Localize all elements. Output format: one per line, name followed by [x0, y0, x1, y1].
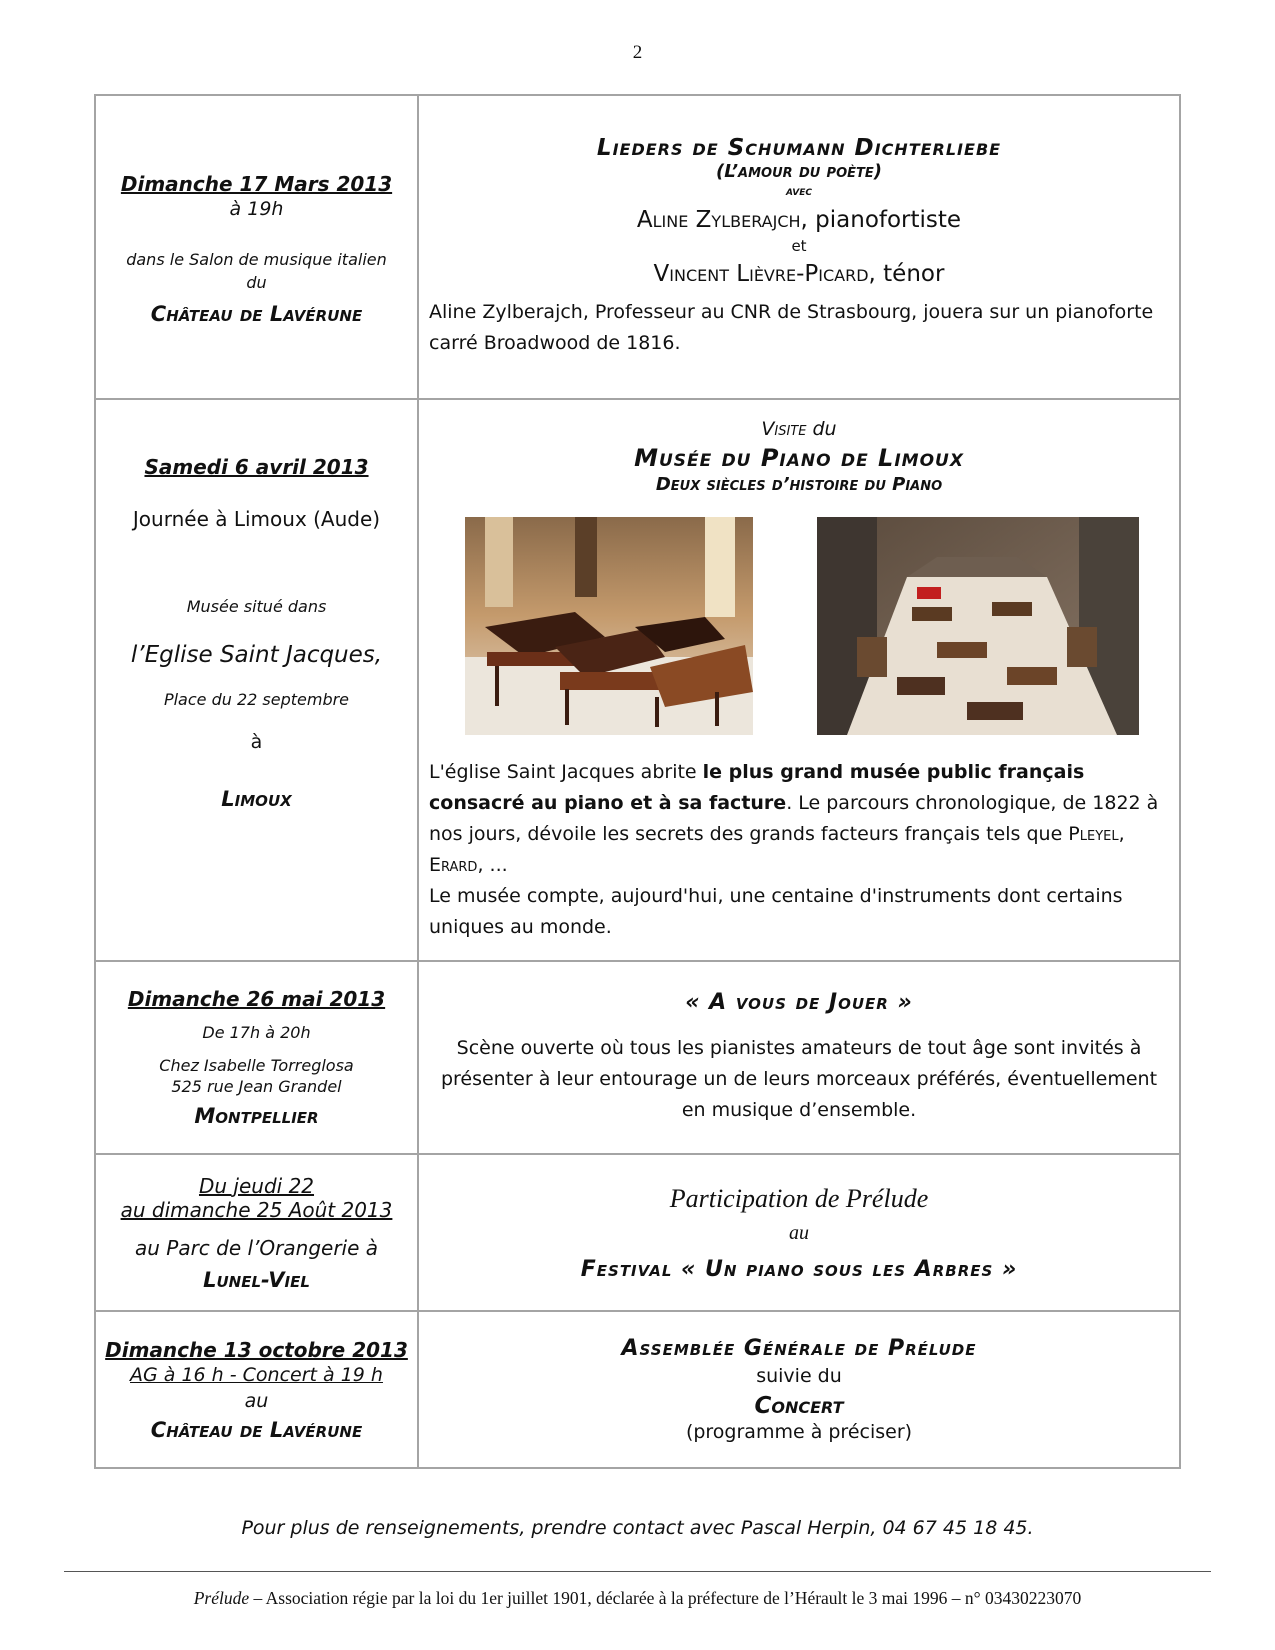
event-day-label: Journée à Limoux (Aude)	[132, 507, 381, 531]
contact-line: Pour plus de renseignements, prendre contact avec Pascal Herpin, 04 67 45 18 45.	[241, 1517, 1034, 1539]
museum-photo-nave	[817, 517, 1139, 735]
event-subtitle: (L’amour du poète)	[716, 161, 882, 182]
event-date-line1: Du jeudi 22	[198, 1173, 315, 1198]
event-details-cell	[418, 961, 1180, 1154]
visit-line	[419, 418, 1179, 440]
event-row-assemblee	[95, 1311, 1180, 1468]
footer-association: Prélude	[193, 1588, 250, 1608]
church-name: l’Eglise Saint Jacques,	[130, 642, 383, 668]
museum-intro: Musée situé dans	[186, 597, 327, 616]
event-date: Dimanche 17 Mars 2013	[120, 172, 393, 196]
au-label: au	[244, 1389, 269, 1412]
event-subtitle: Deux siècles d’histoire du Piano	[655, 474, 943, 495]
museum-photo-pianos	[465, 517, 753, 735]
event-city: Limoux	[221, 787, 292, 811]
event-place: Château de Lavérune	[150, 302, 363, 326]
footer-text: – Association régie par la loi du 1er juillet 1901, déclarée à la préfecture de l’Hérault le 3 mai 1996 – n° 03430223070	[249, 1588, 1082, 1608]
event-date: Samedi 6 avril 2013	[144, 455, 369, 479]
event-when-cell	[95, 961, 418, 1154]
footer-divider	[64, 1571, 1211, 1572]
desc-bold: le plus grand musée public français consacré au piano et à sa facture	[429, 761, 1085, 814]
event-details-cell	[418, 1311, 1180, 1468]
event-title: Musée du Piano de Limoux	[634, 444, 964, 472]
event-title: Assemblée Générale de Prélude	[621, 1336, 977, 1361]
et-label: et	[791, 237, 807, 255]
desc-line2: Le musée compte, aujourd'hui, une centaine d'instruments dont certains uniques au monde.	[429, 885, 1123, 938]
event-when-cell	[95, 95, 418, 399]
a-label: à	[250, 731, 263, 753]
participation-line: Participation de Prélude	[669, 1183, 929, 1213]
event-description: Aline Zylberajch, Professeur au CNR de Strasbourg, jouera sur un pianoforte carré Broadwood de 1816.	[429, 301, 1154, 354]
footer	[0, 1588, 1275, 1609]
maker-pleyel: Pleyel	[1068, 823, 1119, 845]
event-city: Montpellier	[194, 1104, 319, 1128]
event-date-line2: au dimanche 25 Août 2013	[120, 1197, 393, 1222]
event-details-cell	[418, 399, 1180, 961]
programme-label: (programme à préciser)	[685, 1421, 913, 1443]
performer-2-name: Vincent Lièvre-Picard	[653, 261, 869, 287]
event-row-festival	[95, 1154, 1180, 1311]
performer-1	[419, 207, 1179, 233]
performer-1-name: Aline Zylberajch	[636, 207, 801, 233]
event-when-cell	[95, 1311, 418, 1468]
event-row-schumann	[95, 95, 1180, 399]
desc-part1: L'église Saint Jacques abrite	[429, 761, 703, 783]
suivie-label: suivie du	[756, 1365, 842, 1387]
event-city: Lunel-Viel	[203, 1267, 310, 1292]
desc-comma: ,	[1118, 823, 1125, 845]
venue-intro-du: du	[246, 273, 267, 292]
festival-title: Festival « Un piano sous les Arbres »	[580, 1256, 1018, 1282]
visit-word: Visite	[761, 418, 807, 440]
page-number: 2	[632, 42, 643, 63]
event-when-cell	[95, 399, 418, 961]
maker-erard: Erard	[429, 854, 478, 876]
performer-2	[419, 261, 1179, 287]
concert-label: Concert	[754, 1393, 844, 1419]
event-times: AG à 16 h - Concert à 19 h	[130, 1363, 383, 1386]
avec-label: avec	[785, 184, 813, 199]
event-title: Lieders de Schumann Dichterliebe	[596, 135, 1002, 161]
event-details-cell	[418, 95, 1180, 399]
event-when-cell	[95, 1154, 418, 1311]
desc-part2: . Le parcours chronologique, de 1822 à nos jours, dévoile les secrets des grands facteurs français tels que	[429, 792, 1159, 845]
visit-du: du	[806, 418, 837, 440]
desc-ellipsis: , ...	[477, 854, 508, 876]
event-row-limoux	[95, 399, 1180, 961]
museum-photos	[419, 517, 1179, 735]
event-row-a-vous-de-jouer	[95, 961, 1180, 1154]
event-time: à 19h	[229, 198, 284, 220]
event-time: De 17h à 20h	[202, 1023, 311, 1042]
au-label: au	[789, 1221, 809, 1244]
event-description: Scène ouverte où tous les pianistes amateurs de tout âge sont invités à présenter à leur entourage un de leurs morceaux préférés, éventuellement en musique d’ensemble.	[440, 1036, 1158, 1121]
event-title: « A vous de Jouer »	[685, 989, 913, 1015]
event-address: 525 rue Jean Grandel	[171, 1077, 342, 1096]
performer-2-role: , ténor	[868, 261, 945, 287]
event-date: Dimanche 26 mai 2013	[127, 987, 386, 1011]
event-description	[419, 757, 1179, 943]
event-date: Dimanche 13 octobre 2013	[105, 1337, 408, 1362]
square-name: Place du 22 septembre	[163, 690, 350, 709]
program-table	[94, 94, 1181, 1469]
event-host: Chez Isabelle Torreglosa	[159, 1056, 354, 1075]
performer-1-role: , pianofortiste	[800, 207, 962, 233]
event-details-cell	[418, 1154, 1180, 1311]
venue-intro: dans le Salon de musique italien	[126, 250, 387, 269]
event-place: Château de Lavérune	[150, 1417, 363, 1442]
event-venue: au Parc de l’Orangerie à	[134, 1235, 379, 1260]
